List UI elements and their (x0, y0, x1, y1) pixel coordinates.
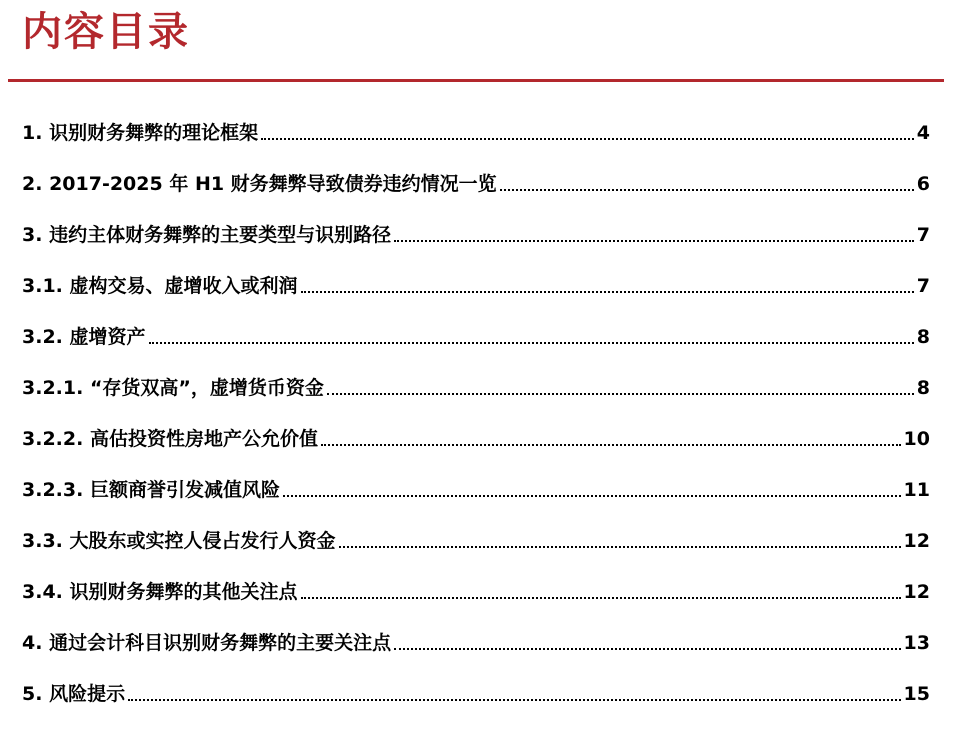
toc-text: 识别财务舞弊的其他关注点 (69, 581, 298, 603)
toc-number: 2. (22, 173, 50, 195)
dot-leader (149, 342, 914, 344)
toc-entry[interactable] (22, 522, 930, 573)
title-divider (8, 79, 944, 82)
toc-entry[interactable] (22, 267, 930, 318)
toc-entry[interactable] (22, 420, 930, 471)
toc-number: 3. (22, 224, 50, 246)
toc-text: 虚构交易、虚增收入或利润 (69, 275, 298, 297)
toc-page: 12 (903, 581, 930, 603)
toc-page: 4 (916, 122, 930, 144)
toc-number: 4. (22, 632, 50, 654)
dot-leader (321, 444, 901, 446)
toc-text: 高估投资性房地产公允价值 (89, 428, 318, 450)
page-title: 内容目录 (22, 9, 190, 55)
toc-page: 11 (903, 479, 930, 501)
toc-page: 7 (916, 224, 930, 246)
toc-entry[interactable] (22, 114, 930, 165)
toc-page: 7 (916, 275, 930, 297)
toc-number: 3.2. (22, 326, 70, 348)
toc-entry[interactable] (22, 675, 930, 726)
toc-number: 5. (22, 683, 50, 705)
dot-leader (261, 138, 914, 140)
toc-text: “存货双高”，虚增货币资金 (89, 377, 324, 399)
toc-page: 8 (916, 377, 930, 399)
table-of-contents (22, 114, 930, 726)
toc-text: 违约主体财务舞弊的主要类型与识别路径 (49, 224, 392, 246)
toc-page: 8 (916, 326, 930, 348)
toc-entry[interactable] (22, 573, 930, 624)
dot-leader (301, 597, 901, 599)
dot-leader (128, 699, 900, 701)
toc-number: 3.4. (22, 581, 70, 603)
toc-number: 3.2.1. (22, 377, 90, 399)
toc-entry[interactable] (22, 369, 930, 420)
toc-entry[interactable] (22, 318, 930, 369)
toc-text: 识别财务舞弊的理论框架 (49, 122, 259, 144)
dot-leader (500, 189, 914, 191)
toc-number: 3.2.3. (22, 479, 90, 501)
dot-leader (394, 648, 900, 650)
dot-leader (301, 291, 914, 293)
toc-page: 13 (903, 632, 930, 654)
dot-leader (394, 240, 914, 242)
toc-number: 3.2.2. (22, 428, 90, 450)
toc-text: 风险提示 (49, 683, 126, 705)
toc-page: 12 (903, 530, 930, 552)
toc-entry[interactable] (22, 216, 930, 267)
toc-text: 通过会计科目识别财务舞弊的主要关注点 (49, 632, 392, 654)
toc-page: 6 (916, 173, 930, 195)
dot-leader (339, 546, 901, 548)
toc-number: 3.3. (22, 530, 70, 552)
toc-entry[interactable] (22, 471, 930, 522)
toc-entry[interactable] (22, 165, 930, 216)
toc-text: 大股东或实控人侵占发行人资金 (69, 530, 336, 552)
toc-number: 3.1. (22, 275, 70, 297)
toc-text: 巨额商誉引发减值风险 (89, 479, 280, 501)
toc-text: 虚增资产 (69, 326, 146, 348)
toc-page: 10 (903, 428, 930, 450)
toc-page: 15 (903, 683, 930, 705)
toc-number: 1. (22, 122, 50, 144)
dot-leader (327, 393, 914, 395)
toc-entry[interactable] (22, 624, 930, 675)
dot-leader (283, 495, 901, 497)
toc-text: 2017-2025 年 H1 财务舞弊导致债券违约情况一览 (49, 173, 497, 195)
